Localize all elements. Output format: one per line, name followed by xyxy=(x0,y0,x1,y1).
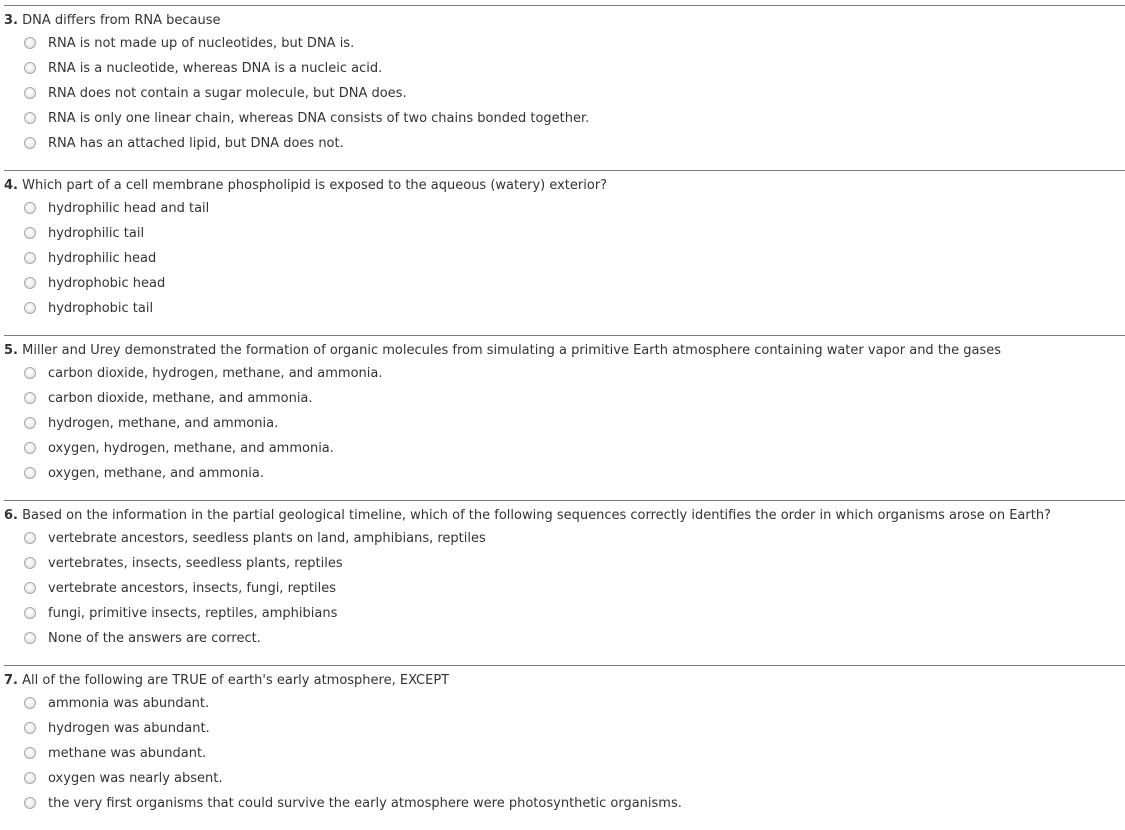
question-header xyxy=(4,508,1051,524)
answer-option-label[interactable]: vertebrate ancestors, seedless plants on land, amphibians, reptiles xyxy=(48,531,486,546)
answer-option-label[interactable]: None of the answers are correct. xyxy=(48,631,261,646)
question-header xyxy=(4,178,607,194)
question-text: Miller and Urey demonstrated the formation of organic molecules from simulating a primitive Earth atmosphere containing water vapor and the gases xyxy=(22,343,1002,358)
answer-option-label[interactable]: hydrophilic head xyxy=(48,251,157,266)
question-text: All of the following are TRUE of earth's early atmosphere, EXCEPT xyxy=(22,673,450,688)
question-number: 5. xyxy=(4,343,18,358)
answer-option-label[interactable]: carbon dioxide, methane, and ammonia. xyxy=(48,391,313,406)
radio-button[interactable] xyxy=(24,417,36,429)
answer-option-label[interactable]: oxygen was nearly absent. xyxy=(48,771,223,786)
answer-option-label[interactable]: RNA is not made up of nucleotides, but DNA is. xyxy=(48,36,355,51)
answer-option-label[interactable]: fungi, primitive insects, reptiles, amphibians xyxy=(48,606,338,621)
answer-option-label[interactable]: the very first organisms that could survive the early atmosphere were photosynthetic organisms. xyxy=(48,796,682,811)
answer-option-label[interactable]: hydrophilic tail xyxy=(48,226,145,241)
question-divider xyxy=(4,335,1125,336)
radio-button[interactable] xyxy=(24,62,36,74)
question-number: 3. xyxy=(4,13,18,28)
answer-option-label[interactable]: RNA has an attached lipid, but DNA does not. xyxy=(48,136,344,151)
radio-button[interactable] xyxy=(24,442,36,454)
question-divider xyxy=(4,665,1125,666)
radio-button[interactable] xyxy=(24,557,36,569)
question-number: 7. xyxy=(4,673,18,688)
radio-button[interactable] xyxy=(24,392,36,404)
answer-option-label[interactable]: hydrogen was abundant. xyxy=(48,721,210,736)
question-number: 4. xyxy=(4,178,18,193)
question-header xyxy=(4,13,221,29)
question-text: DNA differs from RNA because xyxy=(22,13,221,28)
radio-button[interactable] xyxy=(24,582,36,594)
question-divider xyxy=(4,170,1125,171)
question-6 xyxy=(0,500,1125,665)
question-4 xyxy=(0,170,1125,335)
question-5 xyxy=(0,335,1125,500)
question-text: Based on the information in the partial geological timeline, which of the following sequences correctly identifies the order in which organisms arose on Earth? xyxy=(22,508,1051,523)
radio-button[interactable] xyxy=(24,302,36,314)
radio-button[interactable] xyxy=(24,632,36,644)
radio-button[interactable] xyxy=(24,697,36,709)
radio-button[interactable] xyxy=(24,137,36,149)
question-divider xyxy=(4,5,1125,6)
radio-button[interactable] xyxy=(24,747,36,759)
answer-option-label[interactable]: vertebrates, insects, seedless plants, reptiles xyxy=(48,556,343,571)
radio-button[interactable] xyxy=(24,797,36,809)
question-header xyxy=(4,673,449,689)
radio-button[interactable] xyxy=(24,252,36,264)
answer-option-label[interactable]: RNA is a nucleotide, whereas DNA is a nucleic acid. xyxy=(48,61,383,76)
radio-button[interactable] xyxy=(24,87,36,99)
answer-option-label[interactable]: hydrophobic tail xyxy=(48,301,154,316)
question-3 xyxy=(0,5,1125,170)
question-7 xyxy=(0,665,1125,830)
answer-option-label[interactable]: ammonia was abundant. xyxy=(48,696,210,711)
radio-button[interactable] xyxy=(24,722,36,734)
answer-option-label[interactable]: oxygen, methane, and ammonia. xyxy=(48,466,264,481)
answer-option-label[interactable]: hydrophilic head and tail xyxy=(48,201,210,216)
answer-option-label[interactable]: oxygen, hydrogen, methane, and ammonia. xyxy=(48,441,334,456)
answer-option-label[interactable]: vertebrate ancestors, insects, fungi, reptiles xyxy=(48,581,336,596)
radio-button[interactable] xyxy=(24,202,36,214)
answer-option-label[interactable]: hydrogen, methane, and ammonia. xyxy=(48,416,279,431)
question-divider xyxy=(4,500,1125,501)
radio-button[interactable] xyxy=(24,367,36,379)
answer-option-label[interactable]: hydrophobic head xyxy=(48,276,166,291)
radio-button[interactable] xyxy=(24,772,36,784)
radio-button[interactable] xyxy=(24,277,36,289)
radio-button[interactable] xyxy=(24,607,36,619)
answer-option-label[interactable]: carbon dioxide, hydrogen, methane, and ammonia. xyxy=(48,366,383,381)
question-text: Which part of a cell membrane phospholipid is exposed to the aqueous (watery) exterior? xyxy=(22,178,608,193)
radio-button[interactable] xyxy=(24,37,36,49)
answer-option-label[interactable]: methane was abundant. xyxy=(48,746,207,761)
radio-button[interactable] xyxy=(24,532,36,544)
radio-button[interactable] xyxy=(24,112,36,124)
question-header xyxy=(4,343,1001,359)
radio-button[interactable] xyxy=(24,467,36,479)
answer-option-label[interactable]: RNA is only one linear chain, whereas DNA consists of two chains bonded together. xyxy=(48,111,590,126)
radio-button[interactable] xyxy=(24,227,36,239)
question-number: 6. xyxy=(4,508,18,523)
answer-option-label[interactable]: RNA does not contain a sugar molecule, but DNA does. xyxy=(48,86,407,101)
